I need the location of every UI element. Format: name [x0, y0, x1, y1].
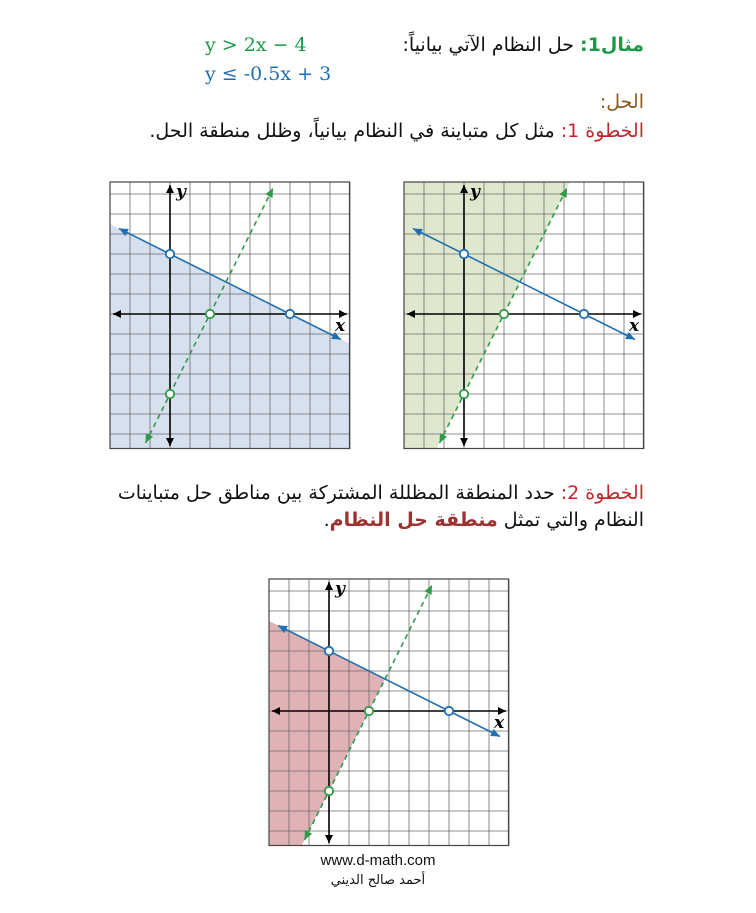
line-point: [445, 707, 453, 715]
step-2: [84, 480, 644, 534]
line-point: [500, 310, 508, 318]
step-2-text: حدد المنطقة المظللة المشتركة بين مناطق حل متباينات النظام والتي تمثل: [117, 482, 644, 531]
inequality-2: y ≤ -0.5x + 3: [205, 63, 332, 85]
step-2-emphasis: منطقة حل النظام: [329, 509, 498, 531]
solution-label: الحل:: [599, 91, 644, 113]
step-1-label: الخطوة 1:: [560, 120, 644, 142]
line-point: [460, 250, 468, 258]
line-point: [325, 787, 333, 795]
inequality-1: y > 2x − 4: [205, 34, 307, 56]
step-2-period: .: [323, 509, 330, 531]
y-axis-label: y: [470, 182, 480, 202]
example-text: حل النظام الآتي بيانياً:: [402, 34, 574, 56]
x-axis-label: x: [629, 316, 640, 336]
footer-author: أحمد صالح الديني: [330, 873, 426, 888]
example-heading: [403, 34, 645, 56]
footer-url: www.d-math.com: [320, 852, 436, 869]
y-axis-label: y: [335, 579, 345, 599]
line-point: [166, 250, 174, 258]
line-point: [166, 390, 174, 398]
x-axis-label: x: [494, 713, 505, 733]
line-point: [460, 390, 468, 398]
line-point: [325, 647, 333, 655]
graph-system-solution: [268, 578, 510, 847]
step-2-label: الخطوة 2:: [560, 482, 644, 504]
x-axis-label: x: [335, 316, 346, 336]
line-point: [286, 310, 294, 318]
step-1: [149, 120, 644, 142]
example-label: مثال1:: [580, 34, 644, 56]
step-1-text: مثل كل متباينة في النظام بيانياً، وظلل منطقة الحل.: [149, 120, 555, 142]
line-point: [206, 310, 214, 318]
graph-blue-inequality: [109, 181, 351, 450]
line-point: [365, 707, 373, 715]
graph-green-inequality: [403, 181, 645, 450]
y-axis-label: y: [176, 182, 186, 202]
line-point: [580, 310, 588, 318]
